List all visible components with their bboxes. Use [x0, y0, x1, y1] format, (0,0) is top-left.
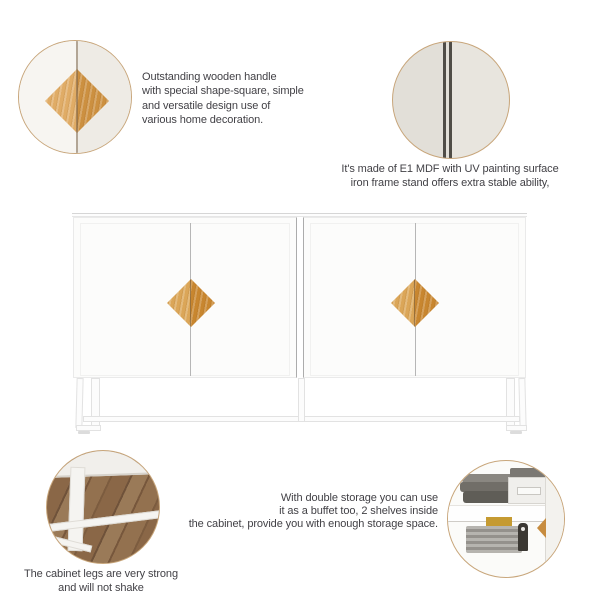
bottle — [518, 523, 528, 551]
callout-line: It's made of E1 MDF with UV painting surface — [341, 163, 559, 175]
door-seam — [76, 41, 78, 154]
cabinet-left-module — [73, 217, 297, 378]
material-description — [322, 162, 578, 190]
leg-foot — [510, 431, 522, 434]
callout-line: and will not shake — [58, 581, 144, 594]
callout-line: Outstanding wooden handle — [142, 71, 277, 83]
cabinet-bottom-edge — [46, 450, 160, 478]
leg-middle-support — [298, 378, 305, 422]
box-label — [517, 487, 541, 495]
cabinet-right-module — [303, 217, 526, 378]
sideboard-product-image — [72, 213, 527, 435]
storage-description — [120, 492, 438, 530]
callout-line: and versatile design use of — [142, 99, 271, 112]
legs-description — [3, 568, 199, 595]
callout-line: The cabinet legs are very strong — [24, 568, 178, 580]
door-gap-line — [449, 42, 452, 159]
callout-line: it as a buffet too, 2 shelves inside — [279, 504, 438, 517]
callout-line: various home decoration. — [142, 114, 264, 127]
door-seam — [414, 279, 415, 327]
door-seam — [190, 279, 191, 327]
handle-detail-inset — [18, 40, 132, 154]
callout-line: With double storage you can use — [280, 492, 438, 504]
callout-line: the cabinet, provide you with enough storage space. — [188, 517, 438, 530]
cabinet-side-panel — [545, 461, 565, 578]
callout-line: iron frame stand offers extra stable ability, — [350, 177, 550, 190]
leg-foot — [78, 431, 90, 434]
folded-towel-stack — [466, 526, 522, 553]
leg-left-front — [91, 378, 100, 431]
surface-detail-inset — [392, 41, 510, 159]
callout-line: with special shape-square, simple — [142, 85, 304, 98]
bottle-cap — [521, 527, 525, 531]
metal-leg — [68, 467, 86, 551]
storage-box — [508, 477, 548, 504]
leg-right-front — [506, 378, 515, 431]
door-gap-line — [443, 42, 446, 159]
handle-description — [142, 70, 312, 128]
folded-cloth-yellow — [486, 517, 512, 526]
storage-detail-inset — [447, 460, 565, 578]
